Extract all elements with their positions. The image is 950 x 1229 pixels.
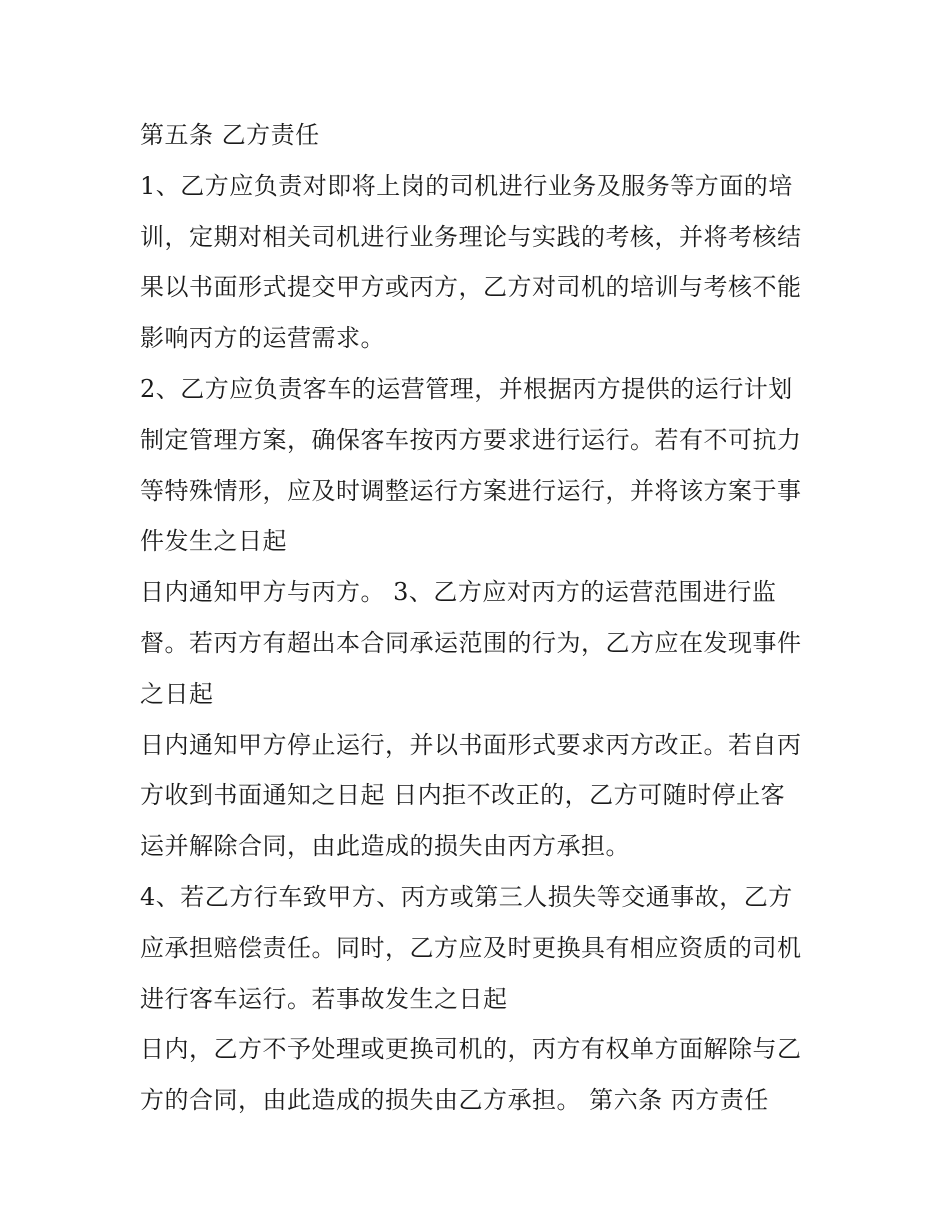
text-line: 进行客车运行。若事故发生之日起 (140, 984, 508, 1013)
text-line: 方的合同，由此造成的损失由乙方承担。 第六条 丙方责任 (140, 1086, 769, 1115)
document-body (140, 110, 820, 1126)
text-line: 等特殊情形，应及时调整运行方案进行运行，并将该方案于事 (140, 476, 802, 505)
text-line: 1、乙方应负责对即将上岗的司机进行业务及服务等方面的培 (140, 171, 793, 200)
text-line: 训，定期对相关司机进行业务理论与实践的考核，并将考核结 (140, 222, 802, 251)
text-line: 果以书面形式提交甲方或丙方，乙方对司机的培训与考核不能 (140, 273, 802, 302)
text-line: 方收到书面通知之日起 日内拒不改正的，乙方可随时停止客 (140, 781, 786, 810)
section-heading: 第五条 乙方责任 (140, 121, 320, 149)
text-line: 日内，乙方不予处理或更换司机的，丙方有权单方面解除与乙 (140, 1035, 802, 1064)
text-line: 督。若丙方有超出本合同承运范围的行为，乙方应在发现事件 (140, 628, 802, 657)
text-line: 之日起 (140, 679, 214, 708)
text-line: 件发生之日起 (140, 527, 287, 556)
text-line: 日内通知甲方与丙方。 3、乙方应对丙方的运营范围进行监 (140, 578, 777, 607)
text-line: 日内通知甲方停止运行，并以书面形式要求丙方改正。若自丙 (140, 730, 802, 759)
text-line: 4、若乙方行车致甲方、丙方或第三人损失等交通事故，乙方 (140, 882, 793, 911)
text-line: 运并解除合同，由此造成的损失由丙方承担。 (140, 832, 630, 861)
text-line: 影响丙方的运营需求。 (140, 324, 385, 353)
text-line: 应承担赔偿责任。同时，乙方应及时更换具有相应资质的司机 (140, 933, 802, 962)
text-line: 2、乙方应负责客车的运营管理，并根据丙方提供的运行计划 (140, 374, 793, 403)
text-line: 制定管理方案，确保客车按丙方要求进行运行。若有不可抗力 (140, 425, 802, 454)
